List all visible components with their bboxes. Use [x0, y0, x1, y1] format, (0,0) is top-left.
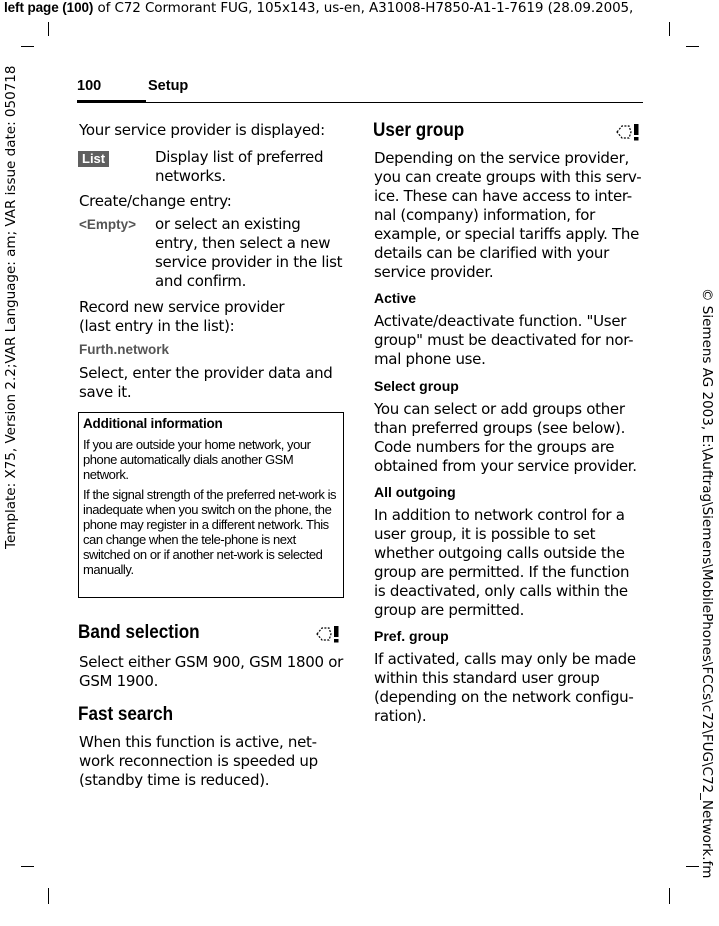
- additional-info-box: [78, 412, 344, 598]
- empty-description: or select an existing entry, then select a new service provider in the list and confirm.: [155, 215, 343, 290]
- network-function-icon: [314, 624, 344, 644]
- print-info-rest: of C72 Cormorant FUG, 105x143, us-en, A31008-H7850-A1-1-7619 (28.09.2005,: [93, 0, 634, 16]
- crop-mark: [669, 22, 670, 36]
- page-number: 100: [77, 78, 102, 94]
- all-outgoing-text: In addition to network control for a user group, it is possible to set whether outgoing calls outside the group are permitted. If the function is deactivated, only calls within the group are permitted.: [374, 506, 630, 619]
- additional-info-para-1: If you are outside your home network, your phone automatically dials another GSM network.: [83, 437, 311, 482]
- pref-group-title: Pref. group: [374, 628, 449, 644]
- crop-mark: [686, 866, 699, 867]
- active-title: Active: [374, 290, 417, 306]
- list-description: Display list of preferred networks.: [155, 148, 324, 185]
- additional-info-title: Additional information: [83, 416, 223, 431]
- right-margin-copyright: © Siemens AG 2003, E:\Auftrag\Siemens\MobilePhones\FCCs\c72\FUG\C72_Network.fm: [699, 288, 715, 879]
- create-change-entry: Create/change entry:: [79, 192, 232, 210]
- fast-search-text: When this function is active, net-work reconnection is speeded up (standby time is reduced).: [79, 733, 318, 789]
- print-info-page: left page (100): [4, 0, 94, 15]
- active-text: Activate/deactivate function. "User group" must be deactivated for nor-mal phone use.: [374, 312, 634, 368]
- network-function-icon: [614, 122, 644, 142]
- select-group-title: Select group: [374, 378, 459, 394]
- user-group-text: Depending on the service provider, you can create groups with this serv-ice. These can have access to inter-nal (company) information, for example, or special tariffs apply. The details can be clarified with your service provider.: [374, 149, 642, 281]
- crop-mark: [48, 22, 49, 36]
- left-margin-template-info: Template: X75, Version 2.2;VAR Language: am; VAR issue date: 050718: [3, 65, 19, 549]
- left-column: [79, 121, 349, 140]
- crop-mark: [21, 866, 34, 867]
- all-outgoing-title: All outgoing: [374, 484, 456, 500]
- crop-mark: [686, 46, 699, 47]
- header-bar: [77, 100, 146, 103]
- furth-network-key: Furth.network: [79, 342, 169, 357]
- record-line-1: Record new service provider: [79, 298, 285, 316]
- band-selection-title: Band selection: [78, 622, 200, 643]
- band-selection-text: Select either GSM 900, GSM 1800 or GSM 1900.: [79, 653, 343, 690]
- print-info-line: [4, 0, 633, 16]
- pref-group-text: If activated, calls may only be made within this standard user group (depending on the network configu-ration).: [374, 650, 636, 725]
- record-line-2: (last entry in the list):: [79, 317, 235, 335]
- fast-search-title: Fast search: [78, 704, 174, 725]
- list-key: List: [78, 151, 109, 167]
- header-rule: [146, 102, 643, 103]
- user-group-title: User group: [373, 120, 465, 141]
- crop-mark: [669, 888, 670, 904]
- page-title: Setup: [148, 78, 189, 94]
- empty-key: <Empty>: [79, 217, 137, 232]
- provider-intro: Your service provider is displayed:: [79, 121, 325, 139]
- furth-network-description: Select, enter the provider data and save it.: [79, 364, 333, 401]
- crop-mark: [21, 46, 34, 47]
- crop-mark: [48, 888, 49, 904]
- list-softkey: [78, 148, 109, 167]
- additional-info-para-2: If the signal strength of the preferred net-work is inadequate when you switch on the phone, the phone may register in a different network. This can change when the tele-phone is next switched on or if another net-work is selected manually.: [83, 487, 337, 577]
- select-group-text: You can select or add groups other than preferred groups (see below). Code numbers for the groups are obtained from your service provider.: [374, 400, 637, 475]
